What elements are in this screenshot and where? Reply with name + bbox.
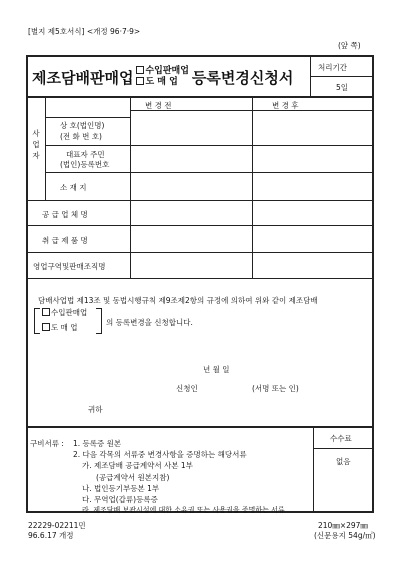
attachment-item: 나. 법인등기부등본 1부 bbox=[82, 484, 160, 493]
paper-size: 210㎜×297㎜ bbox=[318, 521, 368, 530]
row-trade-name: 상 호(법인명) bbox=[60, 121, 105, 130]
row-products: 취 급 제 품 명 bbox=[42, 236, 88, 245]
title-options bbox=[136, 66, 188, 88]
fee-label: 수수료 bbox=[330, 434, 352, 443]
checkbox-wholesale[interactable] bbox=[136, 77, 144, 85]
processing-period-label: 처리기간 bbox=[318, 63, 347, 72]
fee-value: 없음 bbox=[336, 457, 351, 466]
row-supplier: 공 급 업 체 명 bbox=[42, 210, 88, 219]
attachment-item: 가. 제조담배 공급계약서 사본 1부 bbox=[82, 461, 193, 470]
checkbox-import[interactable] bbox=[136, 66, 144, 74]
statement-checkbox-import[interactable] bbox=[42, 308, 50, 316]
row-representative: 대표자 주민 bbox=[66, 150, 105, 159]
applicant-label: 신청인 bbox=[176, 384, 198, 393]
title-prefix: 제조담배판매업 bbox=[32, 68, 134, 87]
column-after: 변 경 후 bbox=[272, 101, 299, 110]
revision-date: 96.6.17 개정 bbox=[28, 531, 74, 540]
statement-line2: 의 등록변경을 신청합니다. bbox=[106, 318, 193, 327]
attachment-item: 다. 무역업(갑류)등록증 bbox=[82, 495, 158, 504]
recipient-label: 귀하 bbox=[88, 405, 103, 414]
row-address: 소 재 지 bbox=[60, 183, 87, 192]
applicant-group-label: 사업자 bbox=[32, 129, 40, 160]
attachment-item: 2. 다음 각목의 서류중 변경사항을 증명하는 해당서류 bbox=[73, 450, 247, 459]
attachments-label: 구비서류 : bbox=[30, 439, 64, 448]
application-date: 년 월 일 bbox=[203, 365, 230, 374]
form-title bbox=[32, 62, 293, 92]
attachment-item: 1. 등록증 원본 bbox=[73, 439, 122, 448]
form-code: 22229-02211민 bbox=[28, 521, 86, 530]
column-before: 변 경 전 bbox=[145, 101, 172, 110]
processing-period-value: 5일 bbox=[336, 83, 349, 92]
row-business-area: 영업구역및판매조직명 bbox=[33, 262, 106, 271]
statement-line1: 담배사업법 제13조 및 동법시행규칙 제9조제2항의 규정에 의하여 위와 같이 제조담배 bbox=[38, 296, 318, 305]
option-import-label: 수입판매업 bbox=[145, 66, 189, 76]
signature-label: (서명 또는 인) bbox=[252, 384, 299, 393]
option-wholesale-label: 도 매 업 bbox=[145, 77, 178, 87]
title-suffix: 등록변경신청서 bbox=[191, 68, 294, 87]
paper-type: (신문용지 54g/㎡) bbox=[314, 531, 376, 540]
statement-option-import: 수입판매업 bbox=[51, 308, 88, 317]
statement-checkbox-wholesale[interactable] bbox=[42, 323, 50, 331]
statement-options bbox=[34, 306, 102, 334]
page-side-label: (앞 쪽) bbox=[338, 41, 361, 50]
form-reference: [별지 제5호서식] <개정 96·7·9> bbox=[28, 27, 141, 36]
statement-option-wholesale: 도 매 업 bbox=[51, 323, 78, 332]
row-phone: (전 화 번 호) bbox=[60, 132, 102, 141]
row-registration-number: (법인)등록번호 bbox=[60, 160, 110, 169]
attachment-item: 라. 제조담배 보관시설에 대한 소유권 또는 사용권을 증명하는 서류 bbox=[82, 506, 285, 514]
attachment-item: (공급계약서 원본지참) bbox=[96, 473, 170, 482]
